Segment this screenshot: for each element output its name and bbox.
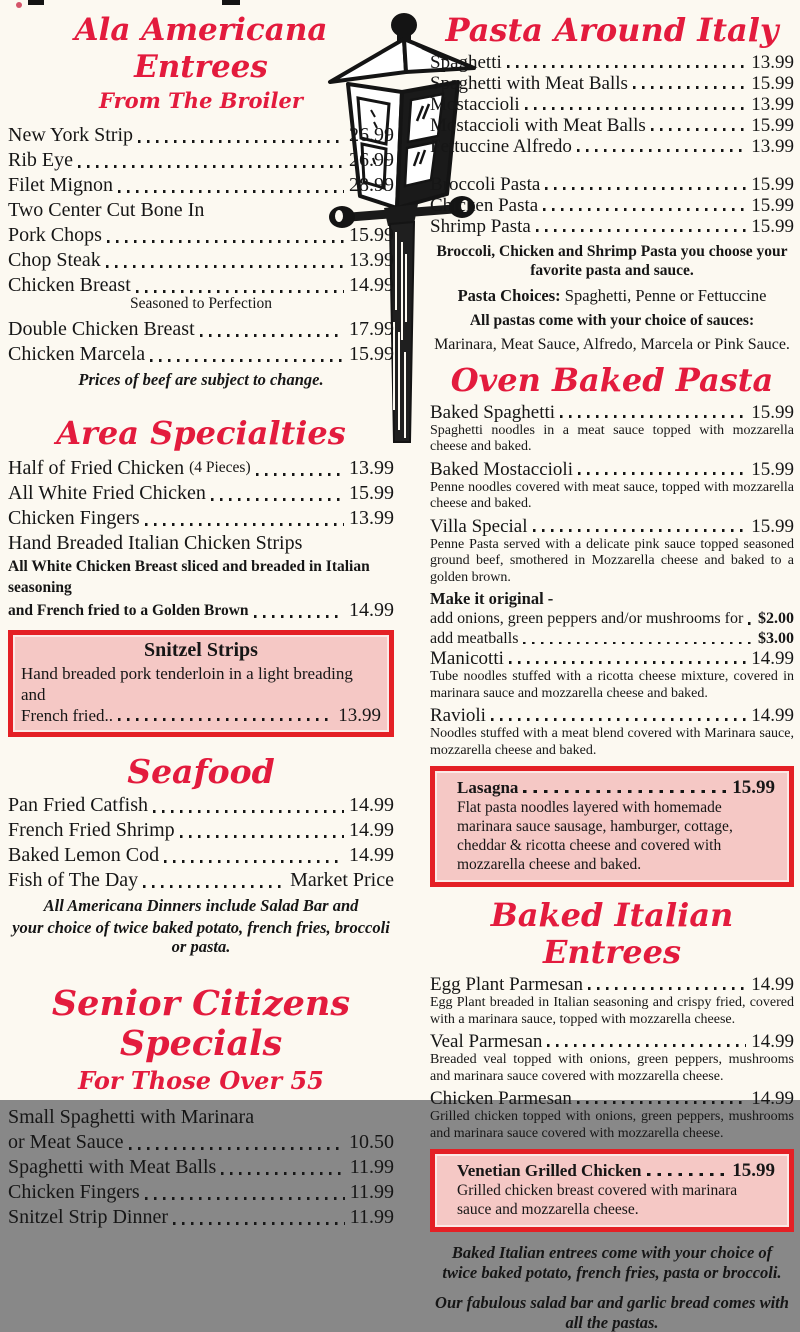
item-name: Fettuccine Alfredo	[430, 136, 572, 157]
menu-item	[430, 115, 794, 136]
item-price: 14.99	[751, 705, 794, 726]
dot-leader	[211, 498, 344, 501]
dot-leader	[547, 1044, 746, 1047]
item-name: Mostaccioli	[430, 94, 520, 115]
menu-item	[430, 705, 794, 726]
dot-leader	[107, 240, 344, 243]
section-note: Baked Italian entrees come with your choice of twice baked potato, french fries, pasta or broccoli.	[442, 1243, 782, 1282]
item-description: All White Chicken Breast sliced and breaded in Italian seasoning	[8, 558, 370, 596]
item-price: 15.99	[751, 115, 794, 136]
item-name: Chicken Fingers	[8, 507, 140, 529]
item-price: 14.99	[349, 599, 394, 621]
item-name: All White Fried Chicken	[8, 482, 206, 504]
dot-leader	[533, 529, 747, 532]
menu-item	[430, 52, 794, 73]
item-price: 14.99	[751, 1031, 794, 1052]
menu-item	[8, 317, 394, 342]
item-name: Chicken Breast	[8, 274, 131, 296]
dot-leader	[106, 265, 344, 268]
menu-item	[8, 342, 394, 367]
item-price: Market Price	[290, 869, 394, 891]
menu-item	[8, 248, 394, 273]
dot-leader	[523, 642, 753, 644]
note-label: Pasta Choices:	[457, 286, 561, 305]
menu-section	[430, 362, 794, 888]
menu-item	[430, 94, 794, 115]
section-note	[430, 286, 794, 306]
dot-leader	[543, 208, 746, 211]
dot-leader	[647, 1173, 728, 1176]
item-name: Egg Plant Parmesan	[430, 974, 584, 995]
dot-leader	[748, 622, 753, 624]
dot-leader	[577, 149, 746, 152]
menu-item	[8, 793, 394, 818]
item-note: Make it original -	[430, 589, 554, 608]
section-title: Area Specialties	[56, 414, 346, 452]
dot-leader	[138, 140, 344, 143]
dot-leader	[256, 473, 344, 476]
item-name: Veal Parmesan	[430, 1031, 543, 1052]
special-description: Flat pasta noodles layered with homemade marinara sauce sausage, hamburger, cottage, cheddar & ricotta cheese and covered with mozzarella cheese and baked.	[457, 799, 733, 873]
dot-leader	[145, 523, 344, 526]
scan-artifact	[16, 2, 22, 8]
menu-item	[8, 1205, 394, 1230]
section-note: All Americana Dinners include Salad Bar and	[43, 896, 359, 915]
dot-leader	[180, 835, 344, 838]
menu-item	[430, 1088, 794, 1109]
item-name: add onions, green peppers and/or mushrooms for	[430, 610, 744, 627]
section-subtitle: For Those Over 55	[78, 1066, 324, 1095]
section-title: Ala Americana Entrees	[74, 12, 328, 85]
dot-leader	[136, 290, 344, 293]
item-price: 14.99	[349, 274, 394, 296]
item-name: Two Center Cut Bone In	[8, 199, 205, 221]
menu-item	[430, 1031, 794, 1052]
dot-leader	[536, 229, 746, 232]
menu-item	[8, 123, 394, 148]
menu-item	[8, 148, 394, 173]
section-note: Broccoli, Chicken and Shrimp Pasta you choose your favorite pasta and sauce.	[436, 243, 788, 279]
dot-leader	[509, 661, 746, 664]
section-title: Pasta Around Italy	[445, 11, 779, 49]
dot-leader	[153, 810, 344, 813]
menu-item	[8, 506, 394, 531]
dot-leader	[145, 1197, 345, 1200]
item-price: 14.99	[751, 648, 794, 669]
item-price: 13.99	[349, 457, 394, 479]
dot-leader	[633, 86, 746, 89]
menu-section	[8, 753, 394, 956]
dot-leader	[221, 1172, 344, 1175]
item-name: Baked Mostaccioli	[430, 458, 573, 480]
menu-section	[430, 12, 794, 354]
item-name: Villa Special	[430, 515, 528, 537]
menu-item	[8, 843, 394, 868]
item-name: New York Strip	[8, 124, 134, 146]
menu-item	[430, 216, 794, 237]
menu-item	[430, 648, 794, 669]
item-price: 15.99	[751, 458, 794, 480]
item-name: Chicken Marcela	[8, 343, 146, 365]
dot-leader	[200, 334, 344, 337]
special-box	[8, 630, 394, 737]
special-description: French fried..	[21, 706, 114, 725]
item-description: Penne Pasta served with a delicate pink sauce topped seasoned ground beef, smothered in Mozzarella cheese and baked to a golden brown.	[430, 536, 794, 585]
menu-item	[430, 629, 794, 649]
section-note: Our fabulous salad bar and garlic bread comes with all the pastas.	[435, 1293, 789, 1332]
item-name: or Meat Sauce	[8, 1131, 124, 1153]
item-name: Filet Mignon	[8, 174, 114, 196]
item-price: 28.99	[349, 174, 394, 196]
menu-section	[8, 415, 394, 737]
item-name: Spaghetti with Meat Balls	[430, 73, 628, 94]
menu-item	[457, 1160, 775, 1181]
special-title: Venetian Grilled Chicken	[457, 1161, 642, 1180]
menu-item	[457, 777, 775, 798]
item-price: 15.99	[751, 515, 794, 537]
note-text: Spaghetti, Penne or Fettuccine	[560, 286, 767, 305]
item-description: Grilled chicken topped with onions, green peppers, mushrooms and marinara sauce covered with mozzarella cheese.	[430, 1109, 794, 1141]
item-price: 15.99	[751, 195, 794, 216]
item-name: Rib Eye	[8, 149, 73, 171]
item-price: 15.99	[349, 343, 394, 365]
item-price: 11.99	[349, 1156, 394, 1178]
menu-item	[430, 136, 794, 157]
dot-leader	[651, 128, 746, 131]
item-name: Shrimp Pasta	[430, 216, 531, 237]
item-description: Tube noodles stuffed with a ricotta cheese mixture, covered in marinara sauce and mozzarella cheese and baked.	[430, 669, 794, 701]
dot-leader	[578, 472, 746, 475]
spacer	[430, 157, 794, 174]
section-subtitle: From The Broiler	[99, 88, 303, 113]
item-description: Noodles stuffed with a meat blend covered with Marinara sauce, mozzarella cheese and baked.	[430, 726, 794, 758]
item-name: Chop Steak	[8, 249, 101, 271]
dot-leader	[523, 790, 727, 793]
special-description: Hand breaded pork tenderloin in a light breading and	[21, 664, 353, 704]
item-name: Manicotti	[430, 648, 504, 669]
item-price: 15.99	[732, 1160, 775, 1181]
dot-leader	[507, 65, 746, 68]
item-price: 15.99	[751, 216, 794, 237]
item-price: 14.99	[349, 819, 394, 841]
menu-item	[8, 1130, 394, 1155]
scan-artifact	[28, 0, 44, 5]
item-name: Spaghetti	[430, 52, 502, 73]
dot-leader	[577, 1101, 746, 1104]
item-price: 11.99	[349, 1206, 394, 1228]
special-description: Grilled chicken breast covered with marinara sauce and mozzarella cheese.	[457, 1182, 738, 1218]
item-price: 14.99	[349, 794, 394, 816]
left-column	[8, 12, 394, 1230]
dot-leader	[254, 615, 344, 618]
special-title: Snitzel Strips	[144, 639, 258, 661]
item-price: 15.99	[751, 401, 794, 423]
menu-section	[8, 12, 394, 389]
item-name: Fish of The Day	[8, 869, 139, 891]
item-description: Penne noodles covered with meat sauce, topped with mozzarella cheese and baked.	[430, 479, 794, 511]
menu-item	[8, 198, 394, 223]
item-price: 15.99	[349, 224, 394, 246]
section-note: your choice of twice baked potato, french fries, broccoli or pasta.	[12, 918, 390, 956]
menu-item	[8, 455, 394, 481]
dot-leader	[525, 107, 747, 110]
menu-item	[8, 1180, 394, 1205]
dot-leader	[491, 718, 746, 721]
menu-item	[430, 73, 794, 94]
item-price: 14.99	[751, 1088, 794, 1109]
menu-item	[8, 818, 394, 843]
item-name: Ravioli	[430, 705, 486, 726]
item-description: and French fried to a Golden Brown	[8, 602, 249, 619]
item-description: Spaghetti noodles in a meat sauce topped with mozzarella cheese and baked.	[430, 422, 794, 454]
dot-leader	[173, 1222, 345, 1225]
item-name: Pork Chops	[8, 224, 102, 246]
item-price: $2.00	[758, 610, 794, 627]
special-title: Lasagna	[457, 778, 519, 797]
menu-item	[430, 459, 794, 480]
dot-leader	[164, 860, 344, 863]
item-price: 15.99	[349, 482, 394, 504]
item-price: 15.99	[751, 174, 794, 195]
menu-item	[8, 223, 394, 248]
item-price: 13.99	[751, 136, 794, 157]
item-name: Small Spaghetti with Marinara	[8, 1106, 255, 1128]
item-description: Breaded veal topped with onions, green peppers, mushrooms and marinara sauce covered with mozzarella cheese.	[430, 1052, 794, 1084]
item-price: 17.99	[349, 318, 394, 340]
section-title: Oven Baked Pasta	[450, 360, 774, 399]
dot-leader	[143, 885, 285, 888]
item-name: Chicken Fingers	[8, 1181, 140, 1203]
right-column	[430, 12, 794, 1332]
section-note: All pastas come with your choice of sauces:	[469, 312, 755, 329]
item-name: Double Chicken Breast	[8, 318, 195, 340]
menu-section	[8, 984, 394, 1230]
menu-item	[430, 402, 794, 423]
item-name: Half of Fried Chicken	[8, 457, 185, 479]
item-name: Snitzel Strip Dinner	[8, 1206, 168, 1228]
dot-leader	[560, 415, 746, 418]
section-note: Marinara, Meat Sauce, Alfredo, Marcela or Pink Sauce.	[434, 335, 790, 353]
special-box	[430, 766, 794, 887]
menu-item	[430, 974, 794, 995]
item-note: Seasoned to Perfection	[129, 295, 273, 312]
menu-item	[430, 609, 794, 629]
item-price: 13.99	[349, 249, 394, 271]
item-price: 15.99	[732, 777, 775, 798]
menu-item	[8, 173, 394, 198]
section-title: Senior Citizens Specials	[51, 983, 351, 1064]
dot-leader	[150, 359, 344, 362]
special-box	[430, 1149, 794, 1232]
menu-item	[430, 195, 794, 216]
item-name: Baked Lemon Cod	[8, 844, 160, 866]
menu-item	[430, 516, 794, 537]
item-price: 26.99	[349, 149, 394, 171]
item-price: 13.99	[338, 705, 381, 726]
section-title: Seafood	[127, 752, 275, 791]
menu-item	[8, 868, 394, 893]
dot-leader	[545, 187, 746, 190]
dot-leader	[78, 165, 344, 168]
item-name: Spaghetti with Meat Balls	[8, 1156, 217, 1178]
item-price: 13.99	[751, 52, 794, 73]
item-price: 15.99	[751, 73, 794, 94]
menu-item	[8, 598, 394, 623]
item-price: 14.99	[751, 974, 794, 995]
menu-item	[8, 1155, 394, 1180]
menu-item	[8, 1105, 394, 1130]
menu-section	[430, 897, 794, 1332]
item-price: 14.99	[349, 844, 394, 866]
menu-item	[8, 531, 394, 556]
item-name: Broccoli Pasta	[430, 174, 541, 195]
item-price: 10.50	[349, 1131, 394, 1153]
menu-item	[8, 481, 394, 506]
item-price: 26.99	[349, 124, 394, 146]
item-name: Hand Breaded Italian Chicken Strips	[8, 532, 303, 554]
item-name: Mostaccioli with Meat Balls	[430, 115, 646, 136]
item-name: French Fried Shrimp	[8, 819, 175, 841]
item-name: Baked Spaghetti	[430, 401, 556, 423]
dot-leader	[588, 987, 746, 990]
item-price: 13.99	[349, 507, 394, 529]
dot-leader	[118, 190, 344, 193]
item-price: $3.00	[758, 629, 794, 647]
item-name: Pan Fried Catfish	[8, 794, 148, 816]
item-description: Egg Plant breaded in Italian seasoning and crispy fried, covered with a marinara sauce, topped with mozzarella cheese.	[430, 995, 794, 1027]
item-name: add meatballs	[430, 629, 519, 647]
dot-leader	[118, 718, 333, 721]
menu-item	[430, 174, 794, 195]
section-title: Baked Italian Entrees	[490, 896, 734, 971]
menu-item	[21, 705, 381, 726]
item-qualifier: (4 Pieces)	[189, 459, 251, 476]
item-price: 11.99	[349, 1181, 394, 1203]
item-price: 13.99	[751, 94, 794, 115]
section-note: Prices of beef are subject to change.	[78, 370, 324, 389]
scan-artifact	[222, 0, 240, 5]
item-name: Chicken Pasta	[430, 195, 539, 216]
dot-leader	[129, 1147, 344, 1150]
item-name: Chicken Parmesan	[430, 1088, 572, 1109]
